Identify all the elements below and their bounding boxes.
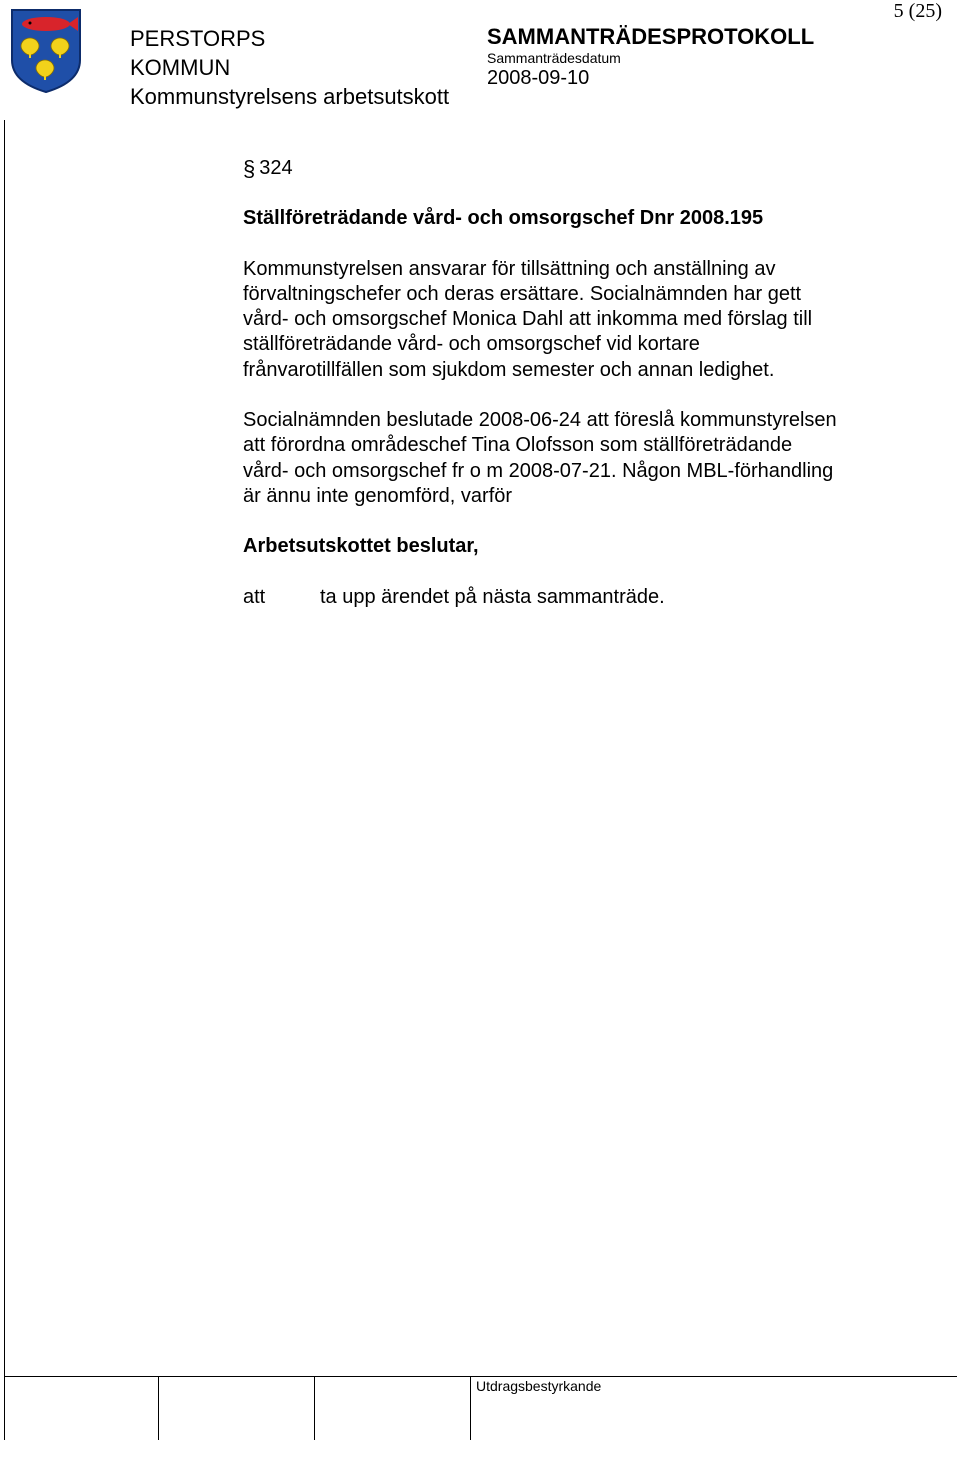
organization-block	[130, 24, 449, 111]
decision-text: ta upp ärendet på nästa sammanträde.	[320, 585, 665, 608]
signature-cell-divider	[314, 1376, 315, 1440]
decision-att: att	[243, 585, 266, 608]
protocol-section	[243, 156, 843, 635]
decision-heading: Arbetsutskottet beslutar,	[243, 535, 479, 558]
meeting-date: 2008-09-10	[487, 67, 590, 89]
document-type: SAMMANTRÄDESPROTOKOLL	[487, 24, 815, 49]
decision-item	[243, 585, 843, 610]
footer-rule	[4, 1376, 957, 1377]
section-title: Ställföreträdande vård- och omsorgschef Dnr 2008.195	[243, 207, 764, 230]
body-paragraph-1: Kommunstyrelsen ansvarar för tillsättning och anställning av förvaltningschefer och deras ersättare. Socialnämnden har gett vård- och omsorgschef Monica Dahl att inkomma med förslag till ställföreträdande vård- och omsorgschef vid kortare frånvarotillfällen som sjukdom semester och annan ledighet.	[243, 257, 813, 381]
section-sign-icon: §	[243, 156, 256, 181]
body-paragraph-2: Socialnämnden beslutade 2008-06-24 att föreslå kommunstyrelsen att förordna områdeschef Tina Olofsson som ställföreträdande vård- och omsorgschef fr o m 2008-07-21. Någon MBL-förhandling är ännu inte genomförd, varför	[243, 409, 837, 507]
meeting-date-label: Sammanträdesdatum	[487, 50, 621, 66]
certification-label: Utdragsbestyrkande	[476, 1378, 602, 1394]
committee-name: Kommunstyrelsens arbetsutskott	[130, 84, 450, 109]
section-number	[243, 156, 843, 181]
section-number-value: 324	[259, 157, 293, 179]
signature-cell-divider	[158, 1376, 159, 1440]
page-number: 5 (25)	[893, 0, 942, 22]
organization-name: PERSTORPS	[130, 26, 266, 51]
organization-kommun: KOMMUN	[130, 55, 231, 80]
left-margin-rule	[4, 120, 5, 1440]
municipal-coat-of-arms-icon	[10, 8, 82, 94]
signature-cell-divider	[470, 1376, 471, 1440]
